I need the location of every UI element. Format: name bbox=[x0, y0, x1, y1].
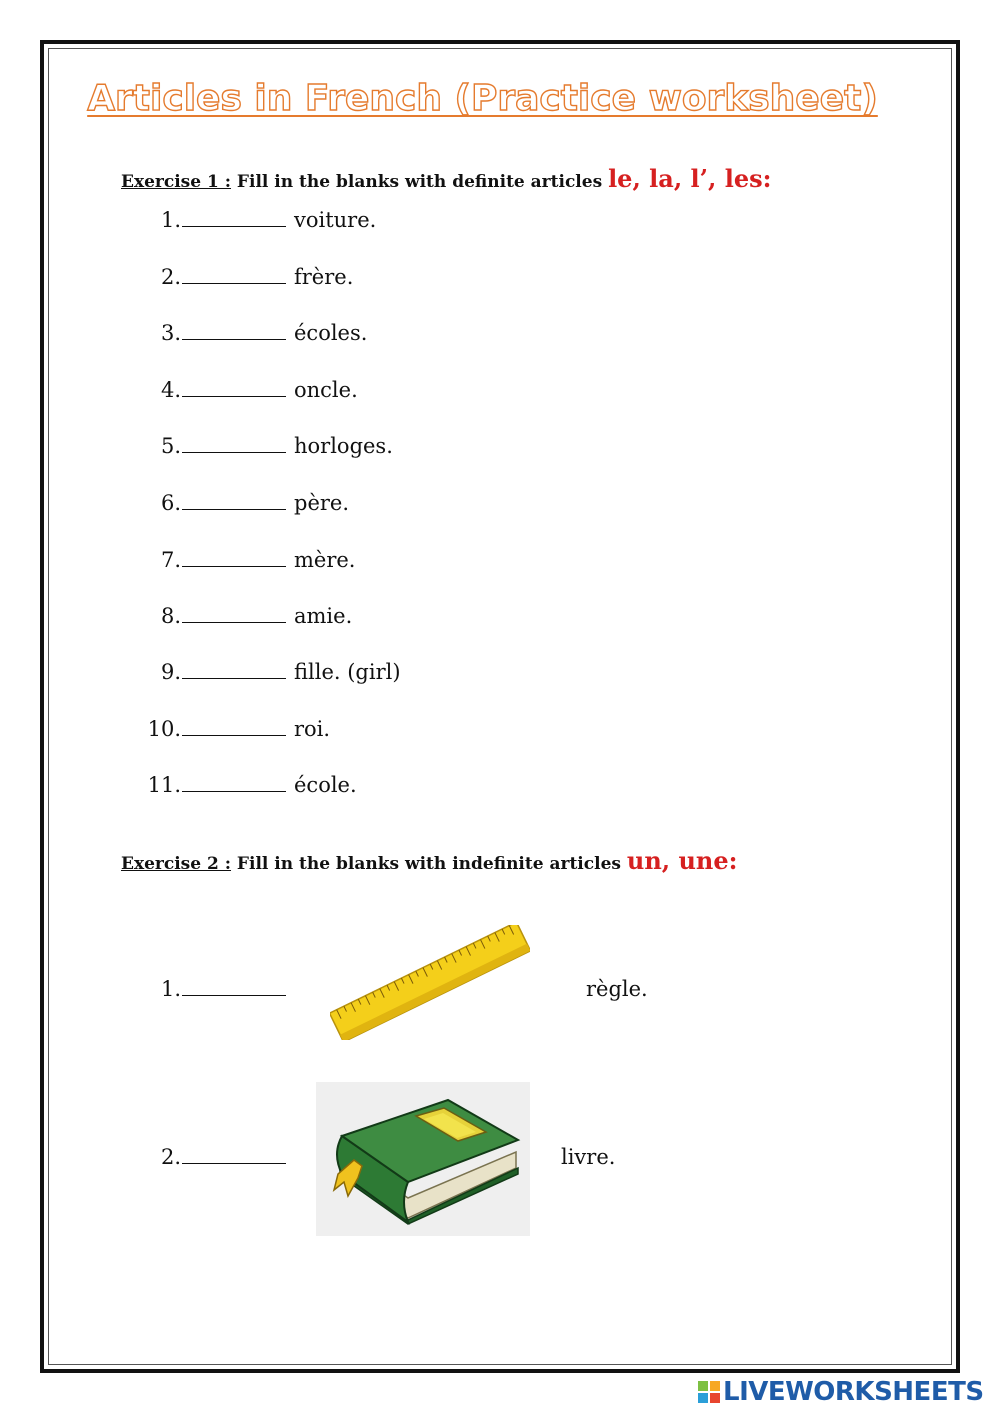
exercise-2-label: Exercise 2 : bbox=[121, 854, 232, 874]
answer-blank[interactable] bbox=[182, 660, 286, 679]
exercise-2-word: règle. bbox=[586, 977, 648, 1001]
exercise-1-item bbox=[145, 717, 330, 747]
item-word: roi. bbox=[294, 717, 331, 741]
answer-blank[interactable] bbox=[182, 491, 286, 510]
exercise-1-label: Exercise 1 : bbox=[121, 172, 232, 192]
exercise-2-word: livre. bbox=[561, 1145, 616, 1169]
ruler-icon bbox=[330, 925, 530, 1040]
exercise-1-instruction: Fill in the blanks with definite articles bbox=[231, 172, 609, 192]
answer-blank[interactable] bbox=[182, 717, 286, 736]
exercise-2-item bbox=[145, 977, 294, 1007]
item-number: 1. bbox=[160, 977, 181, 1001]
exercise-1-item bbox=[145, 660, 401, 690]
exercise-1-item bbox=[145, 265, 353, 295]
liveworksheets-logo-icon bbox=[697, 1380, 723, 1404]
item-word: voiture. bbox=[294, 208, 377, 232]
answer-blank[interactable] bbox=[182, 208, 286, 227]
item-number: 5. bbox=[160, 434, 181, 458]
item-number: 7. bbox=[160, 548, 181, 572]
item-word: horloges. bbox=[294, 434, 393, 458]
item-word: frère. bbox=[294, 265, 354, 289]
book-icon bbox=[316, 1082, 530, 1236]
item-word: mère. bbox=[294, 548, 356, 572]
item-number: 2. bbox=[160, 265, 181, 289]
exercise-2-heading bbox=[121, 846, 738, 875]
answer-blank[interactable] bbox=[182, 434, 286, 453]
answer-blank[interactable] bbox=[182, 604, 286, 623]
answer-blank[interactable] bbox=[182, 1145, 286, 1164]
item-number: 2. bbox=[160, 1145, 181, 1169]
exercise-1-item bbox=[145, 208, 376, 238]
exercise-1-item bbox=[145, 491, 349, 521]
answer-blank[interactable] bbox=[182, 977, 286, 996]
exercise-1-item bbox=[145, 604, 352, 634]
item-number: 9. bbox=[160, 660, 181, 684]
item-number: 8. bbox=[160, 604, 181, 628]
exercise-1-item bbox=[145, 548, 355, 578]
item-word: amie. bbox=[294, 604, 353, 628]
item-word: fille. (girl) bbox=[294, 660, 401, 684]
item-number: 6. bbox=[160, 491, 181, 515]
item-number: 11. bbox=[147, 773, 181, 797]
liveworksheets-brand: LIVEWORKSHEETS bbox=[723, 1377, 984, 1407]
exercise-1-item bbox=[145, 321, 367, 351]
exercise-2-articles: un, une: bbox=[626, 846, 738, 875]
exercise-1-item bbox=[145, 773, 357, 803]
item-word: écoles. bbox=[294, 321, 368, 345]
answer-blank[interactable] bbox=[182, 321, 286, 340]
exercise-1-item bbox=[145, 378, 358, 408]
answer-blank[interactable] bbox=[182, 773, 286, 792]
item-word: oncle. bbox=[294, 378, 358, 402]
answer-blank[interactable] bbox=[182, 378, 286, 397]
exercise-1-heading bbox=[121, 164, 771, 193]
answer-blank[interactable] bbox=[182, 265, 286, 284]
item-number: 1. bbox=[160, 208, 181, 232]
item-number: 10. bbox=[147, 717, 181, 741]
liveworksheets-logo bbox=[697, 1377, 984, 1407]
exercise-1-item bbox=[145, 434, 393, 464]
exercise-2-instruction: Fill in the blanks with indefinite articles bbox=[231, 854, 627, 874]
item-number: 3. bbox=[160, 321, 181, 345]
exercise-2-item bbox=[145, 1145, 294, 1175]
answer-blank[interactable] bbox=[182, 548, 286, 567]
item-number: 4. bbox=[160, 378, 181, 402]
item-word: école. bbox=[294, 773, 357, 797]
exercise-1-articles: le, la, l’, les: bbox=[608, 164, 772, 193]
page-title: Articles in French (Practice worksheet) bbox=[87, 78, 878, 119]
item-word: père. bbox=[294, 491, 350, 515]
